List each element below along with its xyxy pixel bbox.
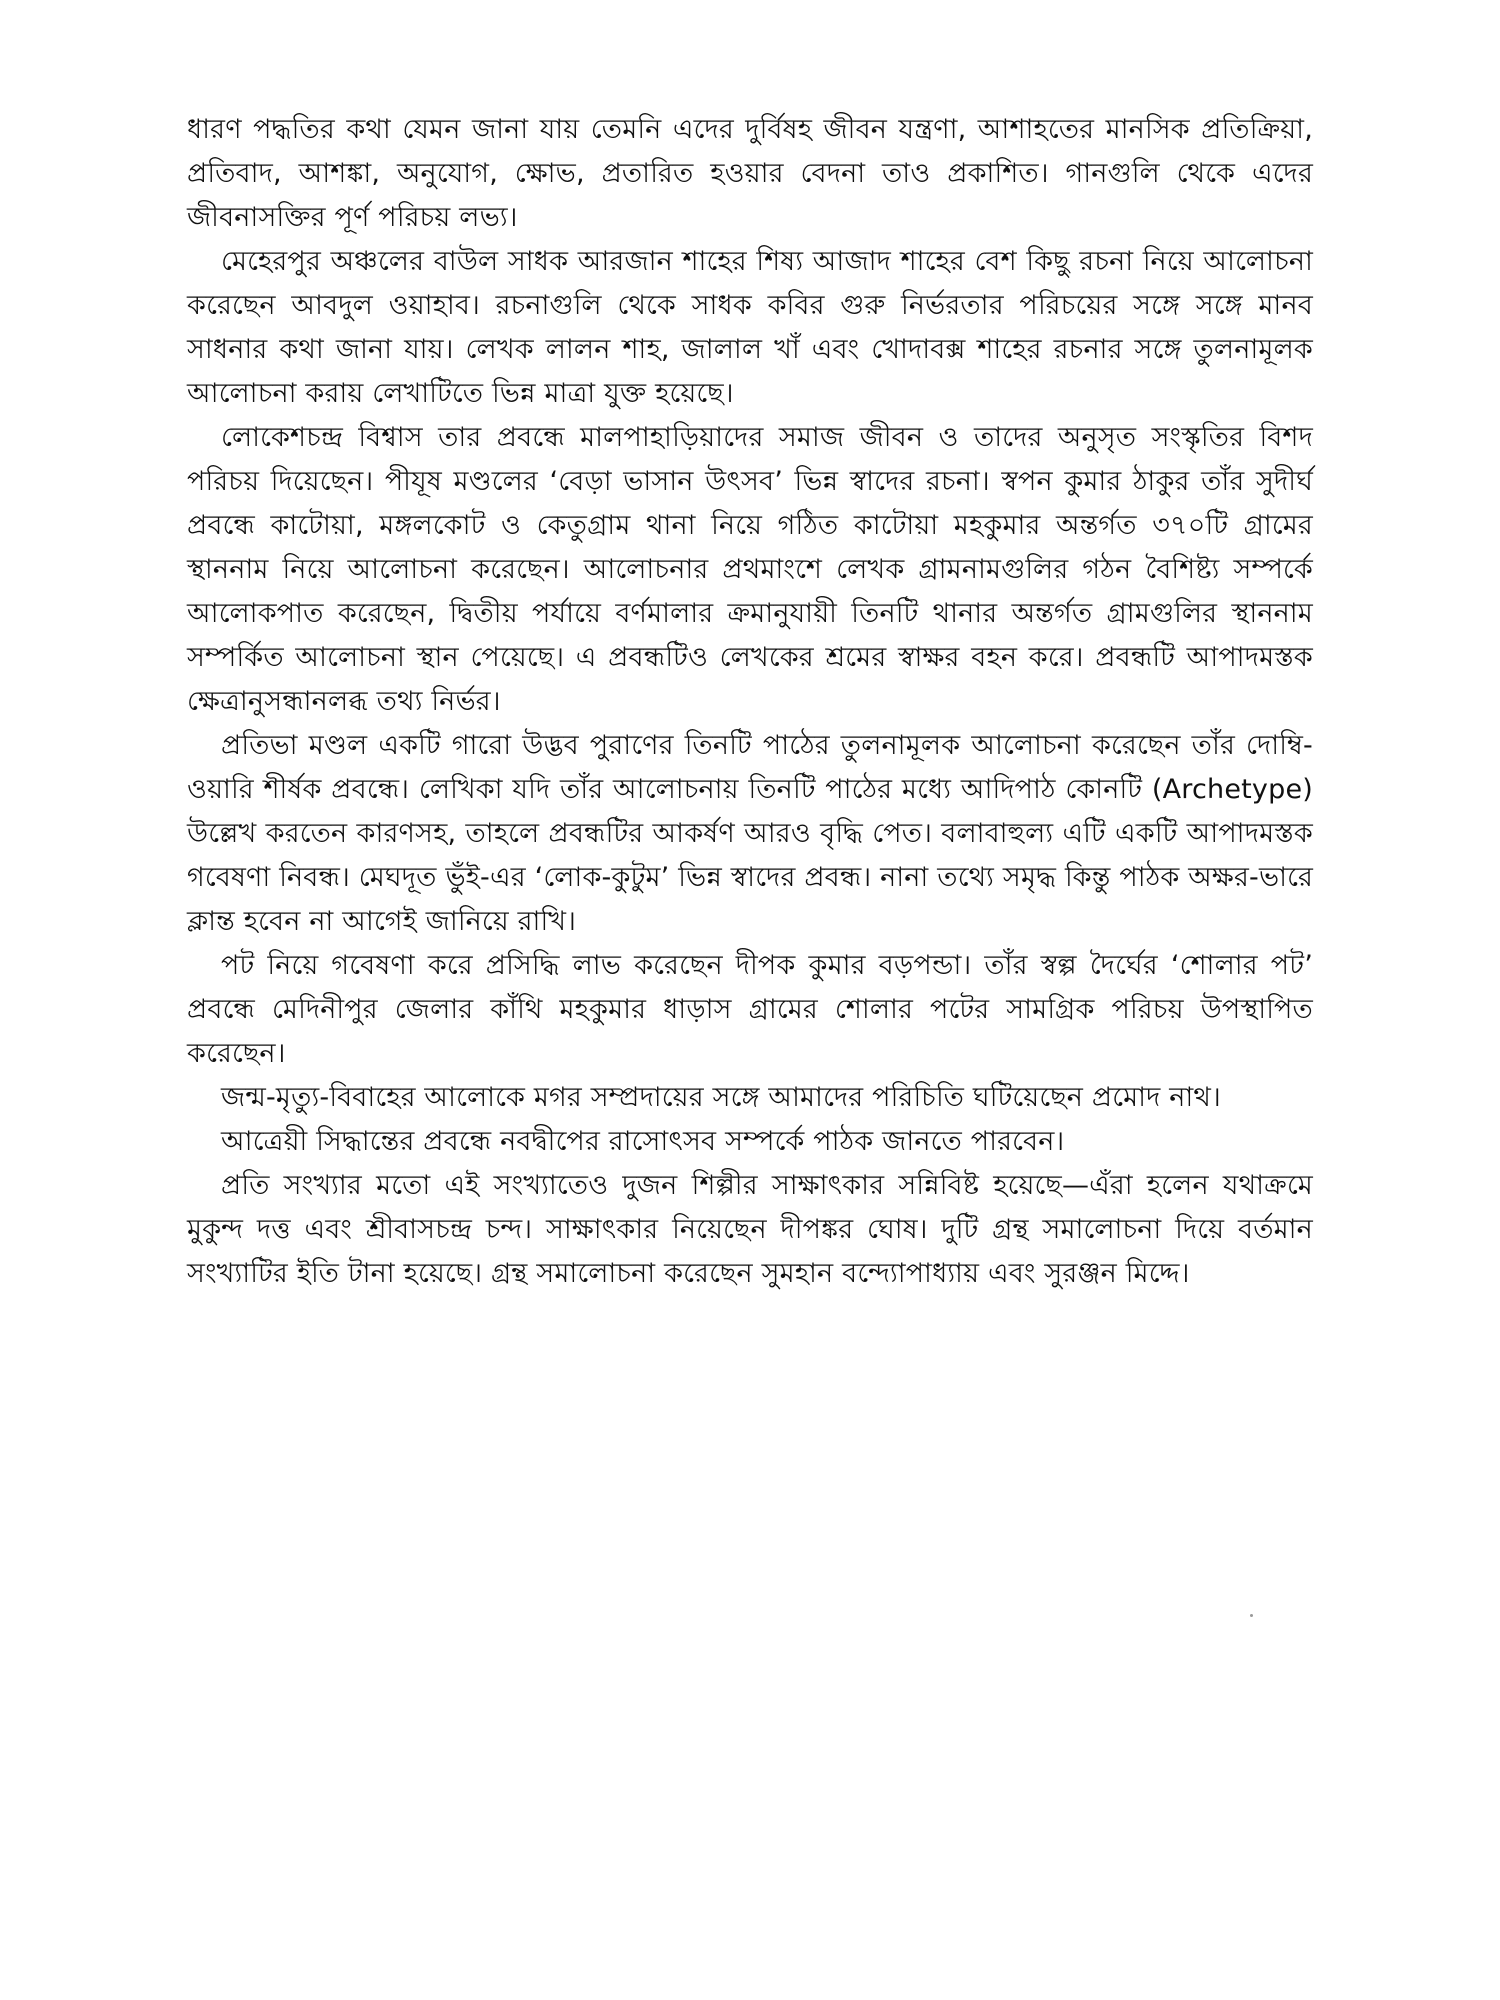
paragraph-magar: জন্ম-মৃত্যু-বিবাহের আলোকে মগর সম্প্রদায়ের সঙ্গে আমাদের পরিচিতি ঘটিয়েছেন প্রমোদ নাথ। [221, 1082, 1221, 1113]
scan-speck [1250, 1614, 1253, 1617]
paragraph-garo-purana: প্রতিভা মণ্ডল একটি গারো উদ্ভব পুরাণের তিনটি পাঠের তুলনামূলক আলোচনা করেছেন তাঁর দোম্বি-ওয়ারি শীর্ষক প্রবন্ধে। লেখিকা যদি তাঁর আলোচনায় তিনটি পাঠের মধ্যে আদিপাঠ কোনটি (Archetype) উল্লেখ করতেন কারণসহ, তাহলে প্রবন্ধটির আকর্ষণ আরও বৃদ্ধি পেত। বলাবাহুল্য এটি একটি আপাদমস্তক গবেষণা নিবন্ধ। মেঘদূত ভুঁই-এর ‘লোক-কুটুম’ ভিন্ন স্বাদের প্রবন্ধ। নানা তথ্যে সমৃদ্ধ কিন্তু পাঠক অক্ষর-ভারে ক্লান্ত হবেন না আগেই জানিয়ে রাখি। [187, 730, 1313, 937]
body-text [187, 108, 1313, 1296]
paragraph-shola-pot: পট নিয়ে গবেষণা করে প্রসিদ্ধি লাভ করেছেন দীপক কুমার বড়পন্ডা। তাঁর স্বল্প দৈর্ঘের ‘শোলার পট’ প্রবন্ধে মেদিনীপুর জেলার কাঁথি মহকুমার ধাড়াস গ্রামের শোলার পটের সামগ্রিক পরিচয় উপস্থাপিত করেছেন। [187, 950, 1313, 1069]
paragraph-malpahariya: লোকেশচন্দ্র বিশ্বাস তার প্রবন্ধে মালপাহাড়িয়াদের সমাজ জীবন ও তাদের অনুসৃত সংস্কৃতির বিশদ পরিচয় দিয়েছেন। পীযূষ মণ্ডলের ‘বেড়া ভাসান উৎসব’ ভিন্ন স্বাদের রচনা। স্বপন কুমার ঠাকুর তাঁর সুদীর্ঘ প্রবন্ধে কাটোয়া, মঙ্গলকোট ও কেতুগ্রাম থানা নিয়ে গঠিত কাটোয়া মহকুমার অন্তর্গত ৩৭০টি গ্রামের স্থাননাম নিয়ে আলোচনা করেছেন। আলোচনার প্রথমাংশে লেখক গ্রামনামগুলির গঠন বৈশিষ্ট্য সম্পর্কে আলোকপাত করেছেন, দ্বিতীয় পর্যায়ে বর্ণমালার ক্রমানুযায়ী তিনটি থানার অন্তর্গত গ্রামগুলির স্থাননাম সম্পর্কিত আলোচনা স্থান পেয়েছে। এ প্রবন্ধটিও লেখকের শ্রমের স্বাক্ষর বহন করে। প্রবন্ধটি আপাদমস্তক ক্ষেত্রানুসন্ধানলব্ধ তথ্য নির্ভর। [187, 422, 1313, 717]
paragraph-interviews: প্রতি সংখ্যার মতো এই সংখ্যাতেও দুজন শিল্পীর সাক্ষাৎকার সন্নিবিষ্ট হয়েছে—এঁরা হলেন যথাক্রমে মুকুন্দ দত্ত এবং শ্রীবাসচন্দ্র চন্দ। সাক্ষাৎকার নিয়েছেন দীপঙ্কর ঘোষ। দুটি গ্রন্থ সমালোচনা দিয়ে বর্তমান সংখ্যাটির ইতি টানা হয়েছে। গ্রন্থ সমালোচনা করেছেন সুমহান বন্দ্যোপাধ্যায় এবং সুরঞ্জন মিদ্দে। [187, 1170, 1313, 1289]
paragraph-continuation: ধারণ পদ্ধতির কথা যেমন জানা যায় তেমনি এদের দুর্বিষহ জীবন যন্ত্রণা, আশাহতের মানসিক প্রতিক্রিয়া, প্রতিবাদ, আশঙ্কা, অনুযোগ, ক্ষোভ, প্রতারিত হওয়ার বেদনা তাও প্রকাশিত। গানগুলি থেকে এদের জীবনাসক্তির পূর্ণ পরিচয় লভ্য। [187, 114, 1313, 233]
paragraph-rasotsav: আত্রেয়ী সিদ্ধান্তের প্রবন্ধে নবদ্বীপের রাসোৎসব সম্পর্কে পাঠক জানতে পারবেন। [221, 1126, 1065, 1157]
paragraph-azad-shah: মেহেরপুর অঞ্চলের বাউল সাধক আরজান শাহের শিষ্য আজাদ শাহের বেশ কিছু রচনা নিয়ে আলোচনা করেছেন আবদুল ওয়াহাব। রচনাগুলি থেকে সাধক কবির গুরু নির্ভরতার পরিচয়ের সঙ্গে সঙ্গে মানব সাধনার কথা জানা যায়। লেখক লালন শাহ, জালাল খাঁ এবং খোদাবক্স শাহের রচনার সঙ্গে তুলনামূলক আলোচনা করায় লেখাটিতে ভিন্ন মাত্রা যুক্ত হয়েছে। [187, 246, 1313, 409]
